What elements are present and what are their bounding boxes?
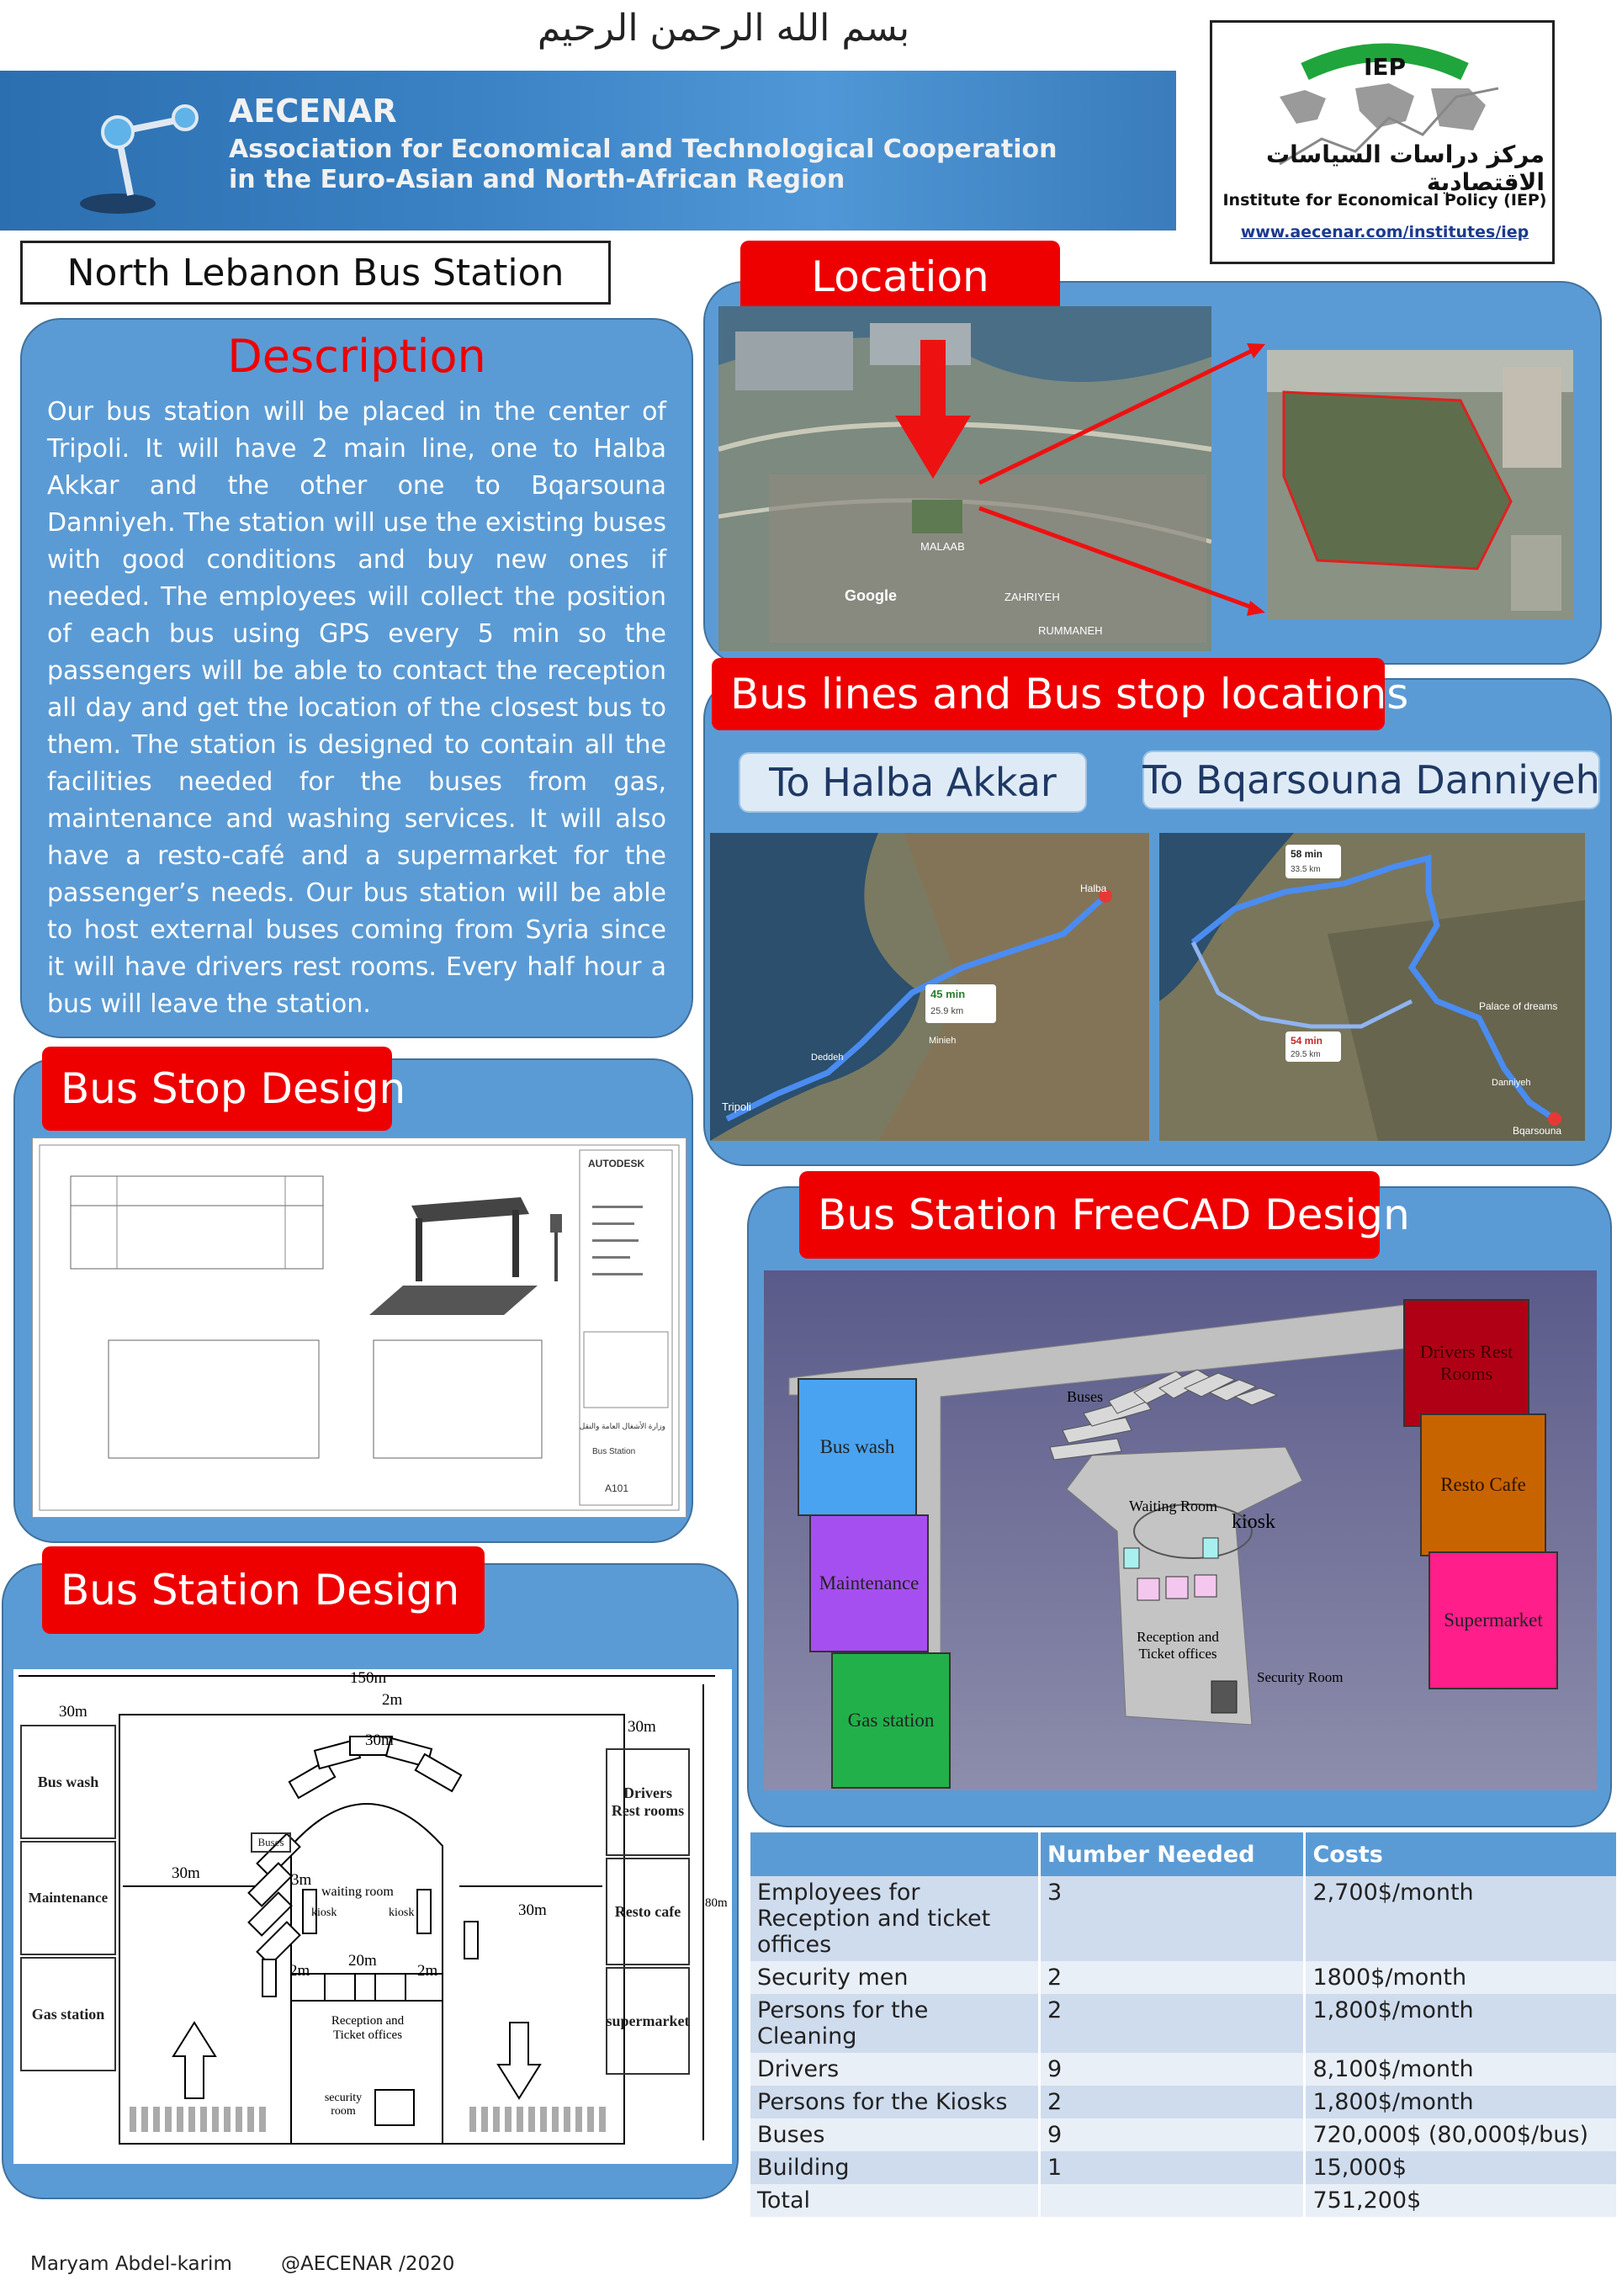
line-1-label: To Halba Akkar	[739, 752, 1087, 813]
freecad-gas-station: Gas station	[831, 1652, 951, 1789]
footer-author: Maryam Abdel-karim	[30, 2253, 232, 2275]
table-row	[750, 1961, 1618, 1994]
cell-cost: 1800$/month	[1305, 1961, 1618, 1994]
cell-number: 1	[1039, 2151, 1304, 2184]
plan-gas-station: Gas station	[20, 1957, 116, 2071]
line-2-place-danniyeh: Danniyeh	[1492, 1078, 1531, 1088]
map-label-zahriyeh: ZAHRIYEH	[1004, 591, 1060, 603]
cell-item: Persons for the Kiosks	[750, 2086, 1039, 2118]
sheet-number: A101	[605, 1482, 629, 1494]
table-row-total	[750, 2184, 1618, 2217]
location-heading: Location	[740, 241, 1060, 313]
line-2-place-palace: Palace of dreams	[1479, 1000, 1558, 1012]
map-label-malaab: MALAAB	[920, 540, 965, 553]
cell-cost: 8,100$/month	[1305, 2053, 1618, 2086]
description-heading: Description	[227, 330, 486, 383]
freecad-drivers: Drivers Rest Rooms	[1403, 1299, 1529, 1427]
iep-logo-box	[1210, 20, 1555, 264]
cell-item: Drivers	[750, 2053, 1039, 2086]
dim-top-gap: 2m	[382, 1691, 403, 1709]
org-name: AECENAR	[229, 93, 397, 130]
costs-header-cost: Costs	[1305, 1832, 1618, 1876]
costs-header-number: Number Needed	[1039, 1832, 1304, 1876]
table-row	[750, 2053, 1618, 2086]
table-row	[750, 2151, 1618, 2184]
cell-cost: 1,800$/month	[1305, 2086, 1618, 2118]
freecad-maintenance: Maintenance	[809, 1514, 929, 1652]
plan-resto-cafe: Resto cafe	[606, 1858, 690, 1965]
plan-kiosk-right: kiosk	[389, 1906, 415, 1919]
plan-bus-wash: Bus wash	[20, 1725, 116, 1839]
cell-cost: 2,700$/month	[1305, 1876, 1618, 1961]
freecad-supermarket: Supermarket	[1429, 1551, 1558, 1689]
google-mark: Google	[845, 587, 897, 604]
line-1-place-deddeh: Deddeh	[811, 1053, 844, 1063]
plan-buses-label: Buses	[251, 1832, 291, 1853]
costs-header-item	[750, 1832, 1039, 1876]
cell-number: 2	[1039, 1961, 1304, 1994]
iep-url[interactable]: www.aecenar.com/institutes/iep	[1240, 223, 1529, 241]
bus-stop-drawing-sheet	[32, 1137, 686, 1518]
table-row	[750, 2086, 1618, 2118]
dim-small-right: 2m	[417, 1962, 438, 1980]
station-plan	[13, 1669, 732, 2164]
line-2-label: To Bqarsouna Danniyeh	[1142, 750, 1600, 809]
cell-cost: 720,000$ (80,000$/bus)	[1305, 2118, 1618, 2151]
plan-waiting-room: waiting room	[321, 1885, 394, 1899]
cell-item: Security men	[750, 1961, 1039, 1994]
cell-number: 9	[1039, 2118, 1304, 2151]
bus-stop-heading: Bus Stop Design	[42, 1047, 392, 1131]
org-line-2: in the Euro-Asian and North-African Region	[229, 165, 845, 194]
line-1-map	[710, 833, 1149, 1141]
bus-station-heading: Bus Station Design	[42, 1546, 485, 1634]
table-row	[750, 1994, 1618, 2053]
line-1-place-tripoli: Tripoli	[722, 1100, 751, 1113]
autodesk-brand: AUTODESK	[588, 1158, 645, 1169]
cell-cost: 751,200$	[1305, 2184, 1618, 2217]
cell-cost: 1,800$/month	[1305, 1994, 1618, 2053]
cell-item: Buses	[750, 2118, 1039, 2151]
freecad-kiosk-label: kiosk	[1232, 1511, 1276, 1533]
freecad-reception-label: Reception and Ticket offices	[1137, 1629, 1219, 1662]
iep-arabic: مركز دراسات السياسات الاقتصادية	[1266, 141, 1545, 196]
freecad-buses-label: Buses	[1067, 1388, 1104, 1405]
bus-lines-heading: Bus lines and Bus stop locations	[712, 658, 1385, 730]
footer-credit: @AECENAR /2020	[281, 2253, 455, 2275]
plan-reception: Reception and Ticket offices	[331, 2014, 405, 2042]
basmala: بسم الله الرحمن الرحيم	[537, 7, 910, 50]
line-1-distance: 25.9 km	[930, 1006, 964, 1016]
dim-inner-right: 30m	[518, 1901, 547, 1919]
cell-cost: 15,000$	[1305, 2151, 1618, 2184]
arabic-note: وزارة الأشغال العامة والنقل	[579, 1422, 665, 1430]
dim-right-zone: 30m	[628, 1718, 656, 1736]
freecad-render	[764, 1270, 1597, 1790]
cell-number: 9	[1039, 2053, 1304, 2086]
line-1-place-minieh: Minieh	[929, 1036, 957, 1046]
location-site-zoom	[1267, 350, 1573, 619]
cell-number: 2	[1039, 1994, 1304, 2053]
plan-kiosk-left: kiosk	[311, 1906, 337, 1919]
cell-item: Total	[750, 2184, 1039, 2217]
dim-inner-left: 30m	[172, 1864, 200, 1882]
dim-left-zone: 30m	[59, 1703, 87, 1721]
freecad-waiting-label: Waiting Room	[1129, 1498, 1218, 1514]
dim-arch: 30m	[365, 1731, 394, 1749]
freecad-resto: Resto Cafe	[1420, 1413, 1546, 1556]
line-2-map	[1159, 833, 1585, 1141]
line-2-distance: 33.5 km	[1291, 865, 1321, 874]
iep-badge: IEP	[1363, 53, 1407, 81]
cell-number	[1039, 2184, 1304, 2217]
costs-table	[750, 1832, 1619, 2217]
line-1-place-halba: Halba	[1080, 883, 1107, 894]
plan-maintenance: Maintenance	[20, 1841, 116, 1955]
line-1-duration: 45 min	[930, 988, 966, 1000]
plan-drivers-rooms: Drivers Rest rooms	[606, 1748, 690, 1856]
dim-height: 80m	[705, 1896, 728, 1910]
dim-total-width: 150m	[350, 1669, 387, 1687]
aecenar-banner	[0, 71, 1176, 231]
freecad-bus-wash: Bus wash	[798, 1378, 917, 1516]
dim-small-left: 2m	[289, 1962, 310, 1980]
freecad-security-label: Security Room	[1257, 1669, 1344, 1685]
table-row	[750, 1876, 1618, 1961]
line-2-alt-distance: 29.5 km	[1291, 1050, 1321, 1059]
line-2-alt-duration: 54 min	[1291, 1035, 1323, 1047]
dim-side-gap: 3m	[291, 1871, 312, 1889]
aecenar-logo-icon	[50, 86, 227, 220]
map-label-rummaneh: RUMMANEH	[1038, 624, 1103, 637]
freecad-heading: Bus Station FreeCAD Design	[799, 1171, 1380, 1259]
table-row	[750, 2118, 1618, 2151]
cell-number: 2	[1039, 2086, 1304, 2118]
plan-security: security room	[324, 2092, 363, 2118]
cell-number: 3	[1039, 1876, 1304, 1961]
sheet-title: Bus Station	[592, 1447, 636, 1456]
line-2-place-bqarsouna: Bqarsouna	[1513, 1125, 1562, 1137]
org-line-1: Association for Economical and Technological Cooperation	[229, 135, 1057, 164]
description-text: Our bus station will be placed in the center of Tripoli. It will have 2 main line, one to Halba Akkar and the other one to Bqarsouna Danniyeh. The station will use the existing buses with good conditions and buy new ones if needed. The employees will collect the position of each bus using GPS every 5 min so the passengers will be able to contact the reception all day and get the location of the closest bus to them. The station is designed to contain all the facilities needed for the buses from gas, maintenance and washing services. It will also have a resto-café and a supermarket for the passenger’s needs. Our bus station will be able to host external buses coming from Syria since it will have drivers rest rooms. Every half hour a bus will leave the station.	[47, 397, 666, 1019]
page-title: North Lebanon Bus Station	[20, 241, 611, 305]
iep-name: Institute for Economical Policy (IEP)	[1222, 191, 1547, 209]
line-2-duration: 58 min	[1291, 848, 1323, 860]
cell-item: Employees for Reception and ticket offices	[750, 1876, 1039, 1961]
cell-item: Persons for the Cleaning	[750, 1994, 1039, 2053]
location-red-arrows	[718, 306, 1291, 651]
dim-inner-width: 20m	[348, 1952, 377, 1970]
cell-item: Building	[750, 2151, 1039, 2184]
plan-supermarket: supermarket	[606, 1967, 690, 2075]
